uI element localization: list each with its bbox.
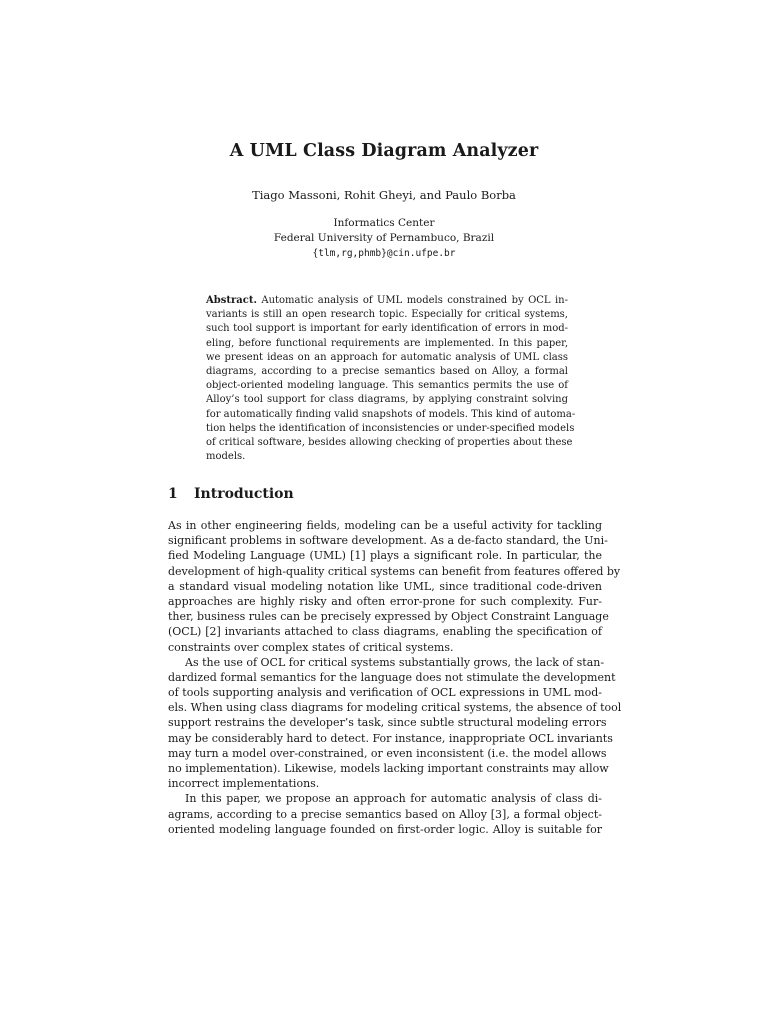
- body-line: of tools supporting analysis and verification of OCL expressions in UML mod-: [168, 686, 602, 700]
- body-line: agrams, according to a precise semantics based on Alloy [3], a formal object-: [168, 807, 602, 821]
- body-line: a standard visual modeling notation like UML, since traditional code-driven: [168, 579, 602, 593]
- abstract: [206, 294, 576, 464]
- abstract-line: Alloy’s tool support for class diagrams, by applying constraint solving: [206, 394, 568, 406]
- body-line: In this paper, we propose an approach for automatic analysis of class di-: [185, 792, 602, 806]
- abstract-line: for automatically finding valid snapshots of models. This kind of automa-: [206, 408, 576, 420]
- paper-authors: Tiago Massoni, Rohit Gheyi, and Paulo Borba: [252, 188, 516, 202]
- affiliation-center: Informatics Center: [333, 217, 435, 229]
- affiliation-email: {tlm,rg,phmb}@cin.ufpe.br: [312, 248, 456, 259]
- body-line: approaches are highly risky and often error-prone for such complexity. Fur-: [168, 594, 602, 608]
- abstract-line: diagrams, according to a precise semantics based on Alloy, a formal: [206, 365, 568, 377]
- abstract-line: [206, 294, 568, 308]
- affiliation-university: Federal University of Pernambuco, Brazil: [273, 232, 495, 244]
- section-heading: [168, 486, 294, 502]
- abstract-line: variants is still an open research topic. Especially for critical systems,: [206, 309, 568, 321]
- abstract-label: Abstract.: [206, 295, 257, 306]
- paper-title: A UML Class Diagram Analyzer: [229, 141, 539, 161]
- body-line: no implementation). Likewise, models lacking important constraints may allow: [168, 762, 609, 775]
- body-line: significant problems in software development. As a de-facto standard, the Uni-: [168, 534, 608, 548]
- body-line: development of high-quality critical systems can benefit from features offered by: [168, 564, 621, 578]
- body-line: els. When using class diagrams for modeling critical systems, the absence of tool: [168, 701, 622, 715]
- body-line: support restrains the developer’s task, since subtle structural modeling errors: [168, 716, 607, 730]
- abstract-line: models.: [206, 451, 246, 463]
- abstract-line: of critical software, besides allowing checking of properties about these: [206, 436, 573, 448]
- body-line: As in other engineering fields, modeling can be a useful activity for tackling: [168, 519, 602, 532]
- abstract-line: we present ideas on an approach for automatic analysis of UML class: [206, 351, 568, 363]
- section-title: Introduction: [194, 486, 294, 502]
- body-line: ther, business rules can be precisely expressed by Object Constraint Language: [168, 610, 609, 624]
- abstract-line: eling, before functional requirements are implemented. In this paper,: [206, 337, 568, 349]
- body-line: may be considerably hard to detect. For instance, inappropriate OCL invariants: [168, 731, 613, 745]
- body-line: fied Modeling Language (UML) [1] plays a significant role. In particular, the: [168, 549, 602, 563]
- abstract-line: such tool support is important for early identification of errors in mod-: [206, 323, 568, 335]
- body-line: may turn a model over-constrained, or even inconsistent (i.e. the model allows: [168, 746, 607, 760]
- body-line: (OCL) [2] invariants attached to class diagrams, enabling the specification of: [168, 625, 602, 639]
- section-number: 1: [168, 486, 178, 502]
- abstract-line-text: Automatic analysis of UML models constrained by OCL in-: [261, 295, 568, 306]
- body-line: incorrect implementations.: [168, 777, 320, 791]
- body-text: [168, 518, 622, 837]
- body-line: oriented modeling language founded on first-order logic. Alloy is suitable for: [168, 822, 602, 836]
- abstract-line: object-oriented modeling language. This semantics permits the use of: [206, 380, 568, 392]
- abstract-line: tion helps the identification of inconsistencies or under-specified models: [206, 422, 575, 434]
- body-line: As the use of OCL for critical systems substantially grows, the lack of stan-: [185, 655, 605, 669]
- body-line: constraints over complex states of critical systems.: [168, 640, 454, 654]
- body-line: dardized formal semantics for the language does not stimulate the development: [168, 670, 616, 684]
